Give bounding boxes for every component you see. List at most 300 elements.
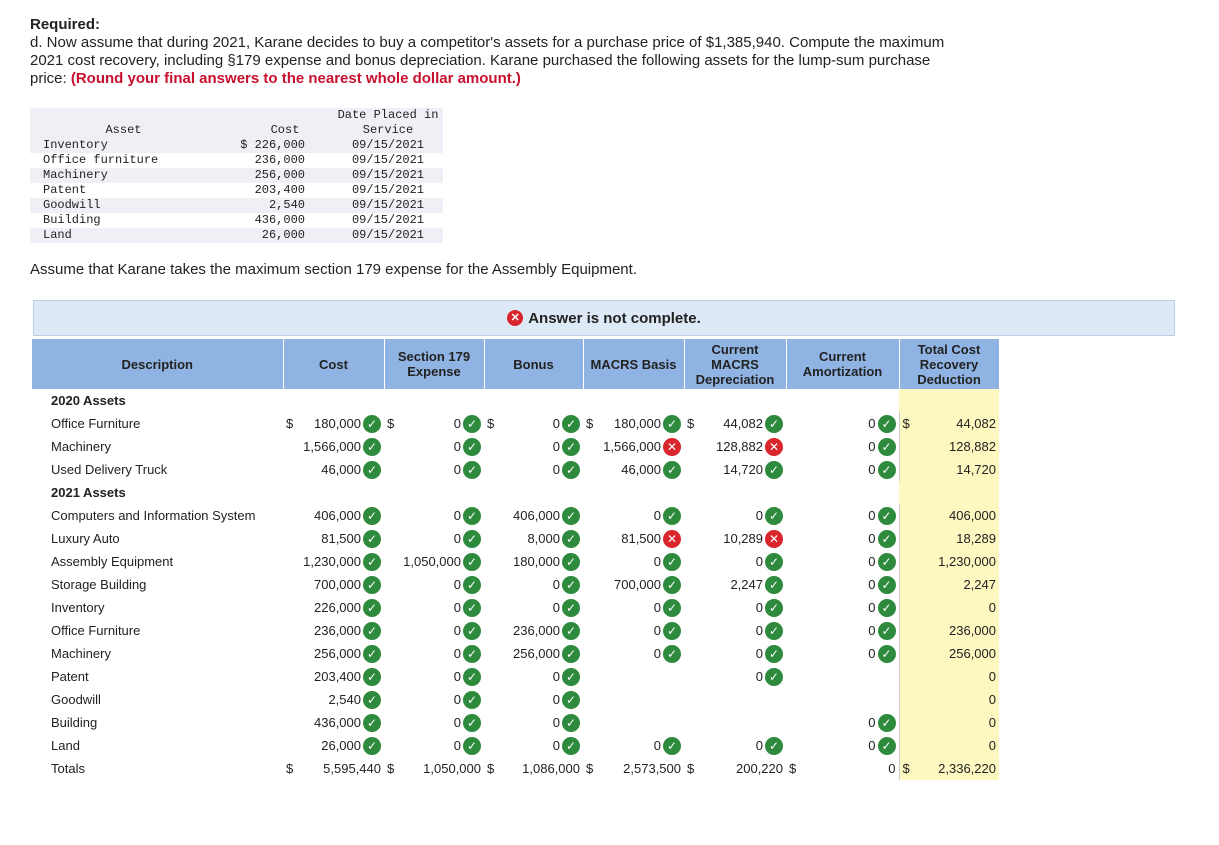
banner-text: Answer is not complete. bbox=[528, 309, 701, 327]
cell-value: 1,230,000 bbox=[938, 554, 996, 569]
input-cell[interactable] bbox=[283, 619, 384, 642]
dollar-sign: $ bbox=[487, 761, 495, 776]
dollar-sign: $ bbox=[387, 761, 395, 776]
error-icon: ✕ bbox=[507, 310, 523, 326]
input-cell[interactable] bbox=[583, 619, 684, 642]
cell-value: 0 bbox=[755, 646, 763, 661]
asset-date: 09/15/2021 bbox=[351, 153, 424, 167]
cell-value: 180,000 bbox=[614, 416, 661, 431]
cell-value: 226,000 bbox=[314, 600, 361, 615]
input-cell[interactable] bbox=[684, 642, 786, 665]
check-icon: ✓ bbox=[363, 415, 381, 433]
input-cell[interactable] bbox=[583, 550, 684, 573]
input-cell[interactable] bbox=[384, 665, 484, 688]
input-cell[interactable] bbox=[786, 596, 899, 619]
asset-row bbox=[30, 153, 443, 168]
row-description: Assembly Equipment bbox=[51, 554, 174, 569]
input-cell[interactable] bbox=[283, 711, 384, 734]
cell-value: 236,000 bbox=[314, 623, 361, 638]
cell-value: 0 bbox=[868, 416, 876, 431]
cell-value: 0 bbox=[988, 738, 996, 753]
input-cell[interactable] bbox=[384, 688, 484, 711]
cell-value: 10,289 bbox=[723, 531, 763, 546]
cell-value: 0 bbox=[552, 462, 560, 477]
dollar-sign: $ bbox=[687, 416, 695, 431]
input-cell[interactable] bbox=[583, 573, 684, 596]
input-cell bbox=[684, 757, 786, 780]
input-cell[interactable] bbox=[684, 504, 786, 527]
cell-value: 406,000 bbox=[314, 508, 361, 523]
input-cell[interactable] bbox=[786, 412, 899, 435]
cell-value: 2,573,500 bbox=[623, 761, 681, 776]
check-icon: ✓ bbox=[663, 553, 681, 571]
check-icon: ✓ bbox=[562, 553, 580, 571]
cell-value: 256,000 bbox=[314, 646, 361, 661]
grid-header-3: Bonus bbox=[484, 339, 583, 389]
input-cell[interactable] bbox=[684, 527, 786, 550]
cell-value: 0 bbox=[552, 416, 560, 431]
cell-value: 0 bbox=[552, 692, 560, 707]
check-icon: ✓ bbox=[463, 714, 481, 732]
input-cell[interactable] bbox=[786, 550, 899, 573]
cell-value: 0 bbox=[653, 508, 661, 523]
input-cell[interactable] bbox=[684, 435, 786, 458]
check-icon: ✓ bbox=[878, 461, 896, 479]
cell-value: 0 bbox=[453, 577, 461, 592]
cell-value: 1,230,000 bbox=[303, 554, 361, 569]
cell-value: 0 bbox=[552, 669, 560, 684]
input-cell[interactable] bbox=[283, 573, 384, 596]
row-description: Used Delivery Truck bbox=[51, 462, 168, 477]
row-description: Building bbox=[51, 715, 98, 730]
round-note: (Round your final answers to the nearest whole dollar amount.) bbox=[70, 70, 521, 87]
input-cell[interactable] bbox=[484, 734, 583, 757]
asset-row bbox=[30, 213, 443, 228]
input-cell[interactable] bbox=[484, 711, 583, 734]
cell-value: 14,720 bbox=[956, 462, 996, 477]
cell-value: 0 bbox=[755, 738, 763, 753]
check-icon: ✓ bbox=[562, 576, 580, 594]
cell-value: 0 bbox=[988, 600, 996, 615]
input-cell[interactable] bbox=[384, 504, 484, 527]
cell-value: 0 bbox=[453, 439, 461, 454]
check-icon: ✓ bbox=[878, 622, 896, 640]
row-description: Luxury Auto bbox=[51, 531, 120, 546]
row-description: Computers and Information System bbox=[51, 508, 256, 523]
question-text bbox=[30, 34, 970, 88]
input-cell[interactable] bbox=[384, 573, 484, 596]
input-cell[interactable] bbox=[583, 458, 684, 481]
input-cell[interactable] bbox=[786, 435, 899, 458]
check-icon: ✓ bbox=[663, 599, 681, 617]
input-cell[interactable] bbox=[484, 412, 583, 435]
check-icon: ✓ bbox=[562, 668, 580, 686]
input-cell[interactable] bbox=[384, 596, 484, 619]
check-icon: ✓ bbox=[878, 553, 896, 571]
row-description: Machinery bbox=[51, 439, 111, 454]
cell-value: 236,000 bbox=[949, 623, 996, 638]
check-icon: ✓ bbox=[878, 576, 896, 594]
input-cell[interactable] bbox=[283, 412, 384, 435]
cell-value: 1,050,000 bbox=[423, 761, 481, 776]
cell-value: 81,500 bbox=[621, 531, 661, 546]
check-icon: ✓ bbox=[765, 461, 783, 479]
input-cell[interactable] bbox=[786, 458, 899, 481]
input-cell bbox=[484, 757, 583, 780]
asset-name: Office furniture bbox=[43, 153, 159, 167]
dollar-sign: $ bbox=[586, 761, 594, 776]
check-icon: ✓ bbox=[363, 737, 381, 755]
asset-cost: 2,540 bbox=[217, 198, 333, 213]
input-cell[interactable] bbox=[384, 642, 484, 665]
table-row bbox=[32, 435, 999, 458]
input-cell[interactable] bbox=[684, 596, 786, 619]
totals-row bbox=[32, 757, 999, 780]
input-cell[interactable] bbox=[684, 734, 786, 757]
table-row bbox=[32, 504, 999, 527]
check-icon: ✓ bbox=[463, 599, 481, 617]
status-banner bbox=[33, 300, 1175, 336]
check-icon: ✓ bbox=[562, 507, 580, 525]
input-cell[interactable] bbox=[583, 527, 684, 550]
dollar-sign: $ bbox=[286, 761, 294, 776]
check-icon: ✓ bbox=[363, 691, 381, 709]
input-cell[interactable] bbox=[583, 435, 684, 458]
check-icon: ✓ bbox=[463, 553, 481, 571]
cell-value: 0 bbox=[453, 669, 461, 684]
cell-value: 0 bbox=[868, 646, 876, 661]
check-icon: ✓ bbox=[562, 714, 580, 732]
check-icon: ✓ bbox=[463, 691, 481, 709]
check-icon: ✓ bbox=[363, 438, 381, 456]
input-cell[interactable] bbox=[283, 642, 384, 665]
cell-value: 436,000 bbox=[314, 715, 361, 730]
cell-value: 0 bbox=[868, 715, 876, 730]
check-icon: ✓ bbox=[562, 438, 580, 456]
asset-cost: 436,000 bbox=[254, 213, 305, 227]
total-cell bbox=[899, 596, 999, 619]
cell-value: 0 bbox=[653, 623, 661, 638]
cell-value: 0 bbox=[868, 439, 876, 454]
input-cell[interactable] bbox=[283, 458, 384, 481]
total-cell bbox=[899, 458, 999, 481]
check-icon: ✓ bbox=[463, 576, 481, 594]
asset-date: 09/15/2021 bbox=[333, 138, 443, 153]
cell-value: 0 bbox=[453, 416, 461, 431]
check-icon: ✓ bbox=[463, 415, 481, 433]
cell-value: 5,595,440 bbox=[323, 761, 381, 776]
asset-date: 09/15/2021 bbox=[351, 213, 424, 227]
check-icon: ✓ bbox=[878, 645, 896, 663]
input-cell[interactable] bbox=[384, 435, 484, 458]
dollar-sign: $ bbox=[687, 761, 695, 776]
input-cell[interactable] bbox=[484, 688, 583, 711]
input-cell[interactable] bbox=[484, 573, 583, 596]
input-cell[interactable] bbox=[484, 527, 583, 550]
input-cell[interactable] bbox=[283, 504, 384, 527]
cell-value: 0 bbox=[868, 554, 876, 569]
grid-header-7: Total Cost Recovery Deduction bbox=[899, 339, 999, 389]
cell-value: 81,500 bbox=[321, 531, 361, 546]
input-cell[interactable] bbox=[684, 412, 786, 435]
grid-header-1: Cost bbox=[283, 339, 384, 389]
required-label: Required: bbox=[30, 16, 101, 33]
row-description: Office Furniture bbox=[51, 623, 141, 638]
input-cell bbox=[684, 688, 786, 711]
check-icon: ✓ bbox=[878, 737, 896, 755]
check-icon: ✓ bbox=[562, 599, 580, 617]
input-cell[interactable] bbox=[283, 550, 384, 573]
total-cell bbox=[899, 757, 999, 780]
input-cell[interactable] bbox=[583, 642, 684, 665]
input-cell[interactable] bbox=[484, 435, 583, 458]
input-cell[interactable] bbox=[786, 642, 899, 665]
table-row bbox=[32, 711, 999, 734]
asset-name: Inventory bbox=[30, 138, 217, 153]
row-description: Patent bbox=[51, 669, 89, 684]
cell-value: 200,220 bbox=[736, 761, 783, 776]
cell-value: 44,082 bbox=[723, 416, 763, 431]
total-cell bbox=[899, 412, 999, 435]
grid-header-0: Description bbox=[32, 339, 283, 389]
cell-value: 2,247 bbox=[730, 577, 763, 592]
input-cell[interactable] bbox=[384, 550, 484, 573]
row-description: Land bbox=[51, 738, 80, 753]
section-row bbox=[32, 389, 999, 412]
input-cell bbox=[583, 757, 684, 780]
asset-date: 09/15/2021 bbox=[351, 183, 424, 197]
cell-value: 0 bbox=[453, 600, 461, 615]
check-icon: ✓ bbox=[765, 599, 783, 617]
check-icon: ✓ bbox=[765, 668, 783, 686]
input-cell[interactable] bbox=[283, 596, 384, 619]
input-cell[interactable] bbox=[786, 711, 899, 734]
input-cell[interactable] bbox=[786, 734, 899, 757]
asset-name: Goodwill bbox=[30, 198, 217, 213]
check-icon: ✓ bbox=[663, 622, 681, 640]
check-icon: ✓ bbox=[878, 530, 896, 548]
cell-value: 0 bbox=[453, 646, 461, 661]
check-icon: ✓ bbox=[463, 507, 481, 525]
input-cell bbox=[384, 757, 484, 780]
check-icon: ✓ bbox=[463, 622, 481, 640]
check-icon: ✓ bbox=[363, 645, 381, 663]
table-row bbox=[32, 619, 999, 642]
check-icon: ✓ bbox=[363, 599, 381, 617]
cell-value: 0 bbox=[453, 715, 461, 730]
input-cell[interactable] bbox=[283, 527, 384, 550]
asset-table bbox=[30, 108, 443, 243]
asset-name: Land bbox=[30, 228, 217, 243]
cell-value: 14,720 bbox=[723, 462, 763, 477]
check-icon: ✓ bbox=[562, 530, 580, 548]
input-cell[interactable] bbox=[583, 504, 684, 527]
input-cell bbox=[786, 665, 899, 688]
check-icon: ✓ bbox=[765, 553, 783, 571]
cell-value: 46,000 bbox=[621, 462, 661, 477]
section-row bbox=[32, 481, 999, 504]
input-cell[interactable] bbox=[484, 642, 583, 665]
cell-value: 0 bbox=[988, 715, 996, 730]
check-icon: ✓ bbox=[878, 507, 896, 525]
asset-name: Patent bbox=[43, 183, 87, 197]
asset-cost: 26,000 bbox=[217, 228, 333, 243]
asset-name: Building bbox=[43, 213, 101, 227]
input-cell[interactable] bbox=[384, 412, 484, 435]
input-cell[interactable] bbox=[583, 596, 684, 619]
input-cell[interactable] bbox=[684, 573, 786, 596]
input-cell[interactable] bbox=[384, 734, 484, 757]
row-description: Office Furniture bbox=[51, 416, 141, 431]
cell-value: 0 bbox=[868, 462, 876, 477]
input-cell[interactable] bbox=[684, 458, 786, 481]
input-cell[interactable] bbox=[283, 665, 384, 688]
total-cell bbox=[899, 527, 999, 550]
row-description: Machinery bbox=[51, 646, 111, 661]
check-icon: ✓ bbox=[663, 461, 681, 479]
check-icon: ✓ bbox=[363, 668, 381, 686]
cell-value: 0 bbox=[453, 531, 461, 546]
cell-value: 0 bbox=[453, 623, 461, 638]
cell-value: 0 bbox=[755, 669, 763, 684]
total-cell bbox=[899, 504, 999, 527]
asset-header-date-1: Date Placed in bbox=[333, 108, 443, 123]
check-icon: ✓ bbox=[765, 622, 783, 640]
total-cell bbox=[899, 665, 999, 688]
row-description: Totals bbox=[51, 761, 85, 776]
cell-value: 0 bbox=[868, 738, 876, 753]
input-cell[interactable] bbox=[786, 504, 899, 527]
answer-grid bbox=[32, 339, 1000, 780]
input-cell[interactable] bbox=[384, 619, 484, 642]
asset-row bbox=[30, 228, 443, 243]
check-icon: ✓ bbox=[363, 714, 381, 732]
cell-value: 0 bbox=[755, 554, 763, 569]
cell-value: 0 bbox=[868, 623, 876, 638]
check-icon: ✓ bbox=[878, 438, 896, 456]
total-cell bbox=[899, 688, 999, 711]
table-row bbox=[32, 412, 999, 435]
cell-value: 406,000 bbox=[513, 508, 560, 523]
total-cell bbox=[899, 734, 999, 757]
cell-value: 26,000 bbox=[321, 738, 361, 753]
input-cell[interactable] bbox=[786, 527, 899, 550]
input-cell[interactable] bbox=[384, 711, 484, 734]
input-cell[interactable] bbox=[583, 412, 684, 435]
check-icon: ✓ bbox=[663, 645, 681, 663]
check-icon: ✓ bbox=[363, 576, 381, 594]
input-cell bbox=[583, 665, 684, 688]
check-icon: ✓ bbox=[765, 576, 783, 594]
check-icon: ✓ bbox=[562, 415, 580, 433]
table-row bbox=[32, 458, 999, 481]
input-cell[interactable] bbox=[283, 734, 384, 757]
check-icon: ✓ bbox=[663, 415, 681, 433]
asset-header-row-2 bbox=[30, 123, 443, 138]
cell-value: 1,086,000 bbox=[522, 761, 580, 776]
table-row bbox=[32, 665, 999, 688]
input-cell[interactable] bbox=[484, 504, 583, 527]
cell-value: 128,882 bbox=[716, 439, 763, 454]
cell-value: 2,247 bbox=[963, 577, 996, 592]
check-icon: ✓ bbox=[463, 530, 481, 548]
total-cell bbox=[899, 435, 999, 458]
asset-date: 09/15/2021 bbox=[333, 168, 443, 183]
cell-value: 406,000 bbox=[949, 508, 996, 523]
check-icon: ✓ bbox=[663, 737, 681, 755]
input-cell[interactable] bbox=[684, 665, 786, 688]
asset-cost: 203,400 bbox=[254, 183, 305, 197]
asset-name: Machinery bbox=[30, 168, 217, 183]
cell-value: 0 bbox=[755, 600, 763, 615]
cell-value: 2,336,220 bbox=[938, 761, 996, 776]
cell-value: 0 bbox=[755, 623, 763, 638]
input-cell[interactable] bbox=[484, 619, 583, 642]
cell-value: 0 bbox=[552, 715, 560, 730]
input-cell[interactable] bbox=[283, 435, 384, 458]
dollar-sign: $ bbox=[586, 416, 594, 431]
input-cell[interactable] bbox=[484, 596, 583, 619]
check-icon: ✓ bbox=[562, 691, 580, 709]
cell-value: 0 bbox=[755, 508, 763, 523]
input-cell[interactable] bbox=[484, 458, 583, 481]
input-cell[interactable] bbox=[786, 573, 899, 596]
grid-header-row bbox=[32, 339, 999, 389]
check-icon: ✓ bbox=[765, 415, 783, 433]
input-cell[interactable] bbox=[684, 550, 786, 573]
total-cell bbox=[899, 642, 999, 665]
cell-value: 0 bbox=[868, 577, 876, 592]
cell-value: 236,000 bbox=[513, 623, 560, 638]
asset-cost: $ 226,000 bbox=[217, 138, 333, 153]
asset-row bbox=[30, 198, 443, 213]
dollar-sign: $ bbox=[902, 761, 910, 776]
row-description: Inventory bbox=[51, 600, 105, 615]
check-icon: ✓ bbox=[562, 461, 580, 479]
check-icon: ✓ bbox=[363, 553, 381, 571]
check-icon: ✓ bbox=[363, 622, 381, 640]
input-cell[interactable] bbox=[786, 619, 899, 642]
input-cell[interactable] bbox=[684, 619, 786, 642]
cell-value: 0 bbox=[552, 738, 560, 753]
asset-row bbox=[30, 168, 443, 183]
dollar-sign: $ bbox=[789, 761, 797, 776]
total-cell bbox=[899, 550, 999, 573]
table-row bbox=[32, 688, 999, 711]
check-icon: ✓ bbox=[463, 645, 481, 663]
input-cell[interactable] bbox=[484, 665, 583, 688]
input-cell[interactable] bbox=[484, 550, 583, 573]
check-icon: ✓ bbox=[363, 530, 381, 548]
input-cell[interactable] bbox=[384, 527, 484, 550]
cell-value: 0 bbox=[653, 554, 661, 569]
input-cell bbox=[283, 757, 384, 780]
input-cell[interactable] bbox=[384, 458, 484, 481]
cell-value: 0 bbox=[888, 761, 896, 776]
input-cell[interactable] bbox=[283, 688, 384, 711]
dollar-sign: $ bbox=[487, 416, 495, 431]
question-block bbox=[30, 16, 970, 88]
asset-header-asset: Asset bbox=[30, 123, 217, 138]
error-icon: ✕ bbox=[663, 530, 681, 548]
cell-value: 0 bbox=[453, 508, 461, 523]
cell-value: 700,000 bbox=[614, 577, 661, 592]
input-cell bbox=[684, 711, 786, 734]
input-cell[interactable] bbox=[583, 734, 684, 757]
check-icon: ✓ bbox=[562, 737, 580, 755]
check-icon: ✓ bbox=[562, 645, 580, 663]
input-cell bbox=[786, 688, 899, 711]
